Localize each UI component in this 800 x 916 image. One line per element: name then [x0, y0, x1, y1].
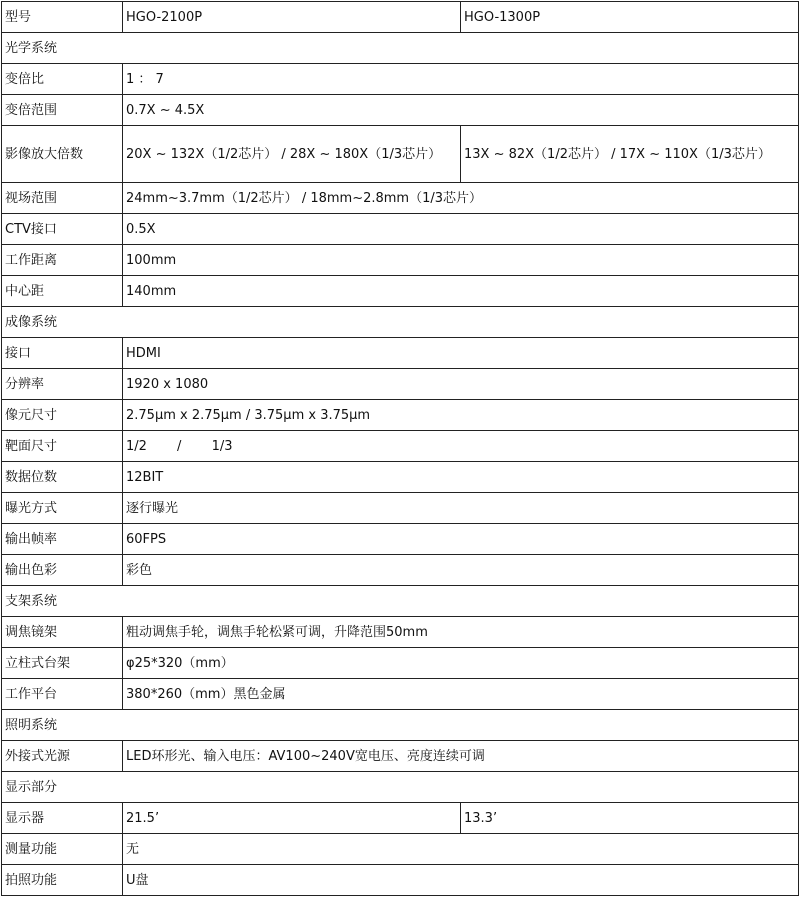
section-optical: 光学系统	[2, 33, 799, 64]
table-row	[2, 834, 799, 865]
table-row	[2, 400, 799, 431]
row-label: 工作距离	[2, 245, 123, 276]
section-row-optical	[2, 33, 799, 64]
row-label: CTV接口	[2, 214, 123, 245]
row-value: 1920 x 1080	[123, 369, 799, 400]
table-row	[2, 214, 799, 245]
row-label: 调焦镜架	[2, 617, 123, 648]
model-label: 型号	[2, 2, 123, 33]
row-label: 变倍范围	[2, 95, 123, 126]
row-label: 接口	[2, 338, 123, 369]
row-value: φ25*320（mm）	[123, 648, 799, 679]
table-row	[2, 183, 799, 214]
row-label: 影像放大倍数	[2, 126, 123, 183]
model-a: HGO-2100P	[123, 2, 461, 33]
row-label: 立柱式台架	[2, 648, 123, 679]
row-value-a: 20X ~ 132X（1/2芯片） / 28X ~ 180X（1/3芯片）	[123, 126, 461, 183]
section-imaging: 成像系统	[2, 307, 799, 338]
table-row-model	[2, 2, 799, 33]
model-b: HGO-1300P	[461, 2, 799, 33]
table-row	[2, 462, 799, 493]
row-label: 靶面尺寸	[2, 431, 123, 462]
row-value: U盘	[123, 865, 799, 896]
spec-table	[1, 1, 799, 896]
table-row	[2, 555, 799, 586]
section-row-display	[2, 772, 799, 803]
row-value: HDMI	[123, 338, 799, 369]
row-value: 12BIT	[123, 462, 799, 493]
row-label: 曝光方式	[2, 493, 123, 524]
row-value: 0.7X ~ 4.5X	[123, 95, 799, 126]
table-row	[2, 431, 799, 462]
row-value: 24mm~3.7mm（1/2芯片） / 18mm~2.8mm（1/3芯片）	[123, 183, 799, 214]
table-row	[2, 95, 799, 126]
table-row	[2, 648, 799, 679]
table-row	[2, 64, 799, 95]
row-value: 100mm	[123, 245, 799, 276]
row-value: 1 ： 7	[123, 64, 799, 95]
table-row	[2, 245, 799, 276]
section-row-stand	[2, 586, 799, 617]
row-value: 140mm	[123, 276, 799, 307]
table-row	[2, 617, 799, 648]
row-value: 彩色	[123, 555, 799, 586]
row-value: 无	[123, 834, 799, 865]
row-value-a: 21.5’	[123, 803, 461, 834]
section-display: 显示部分	[2, 772, 799, 803]
table-row	[2, 741, 799, 772]
table-row	[2, 524, 799, 555]
row-label: 数据位数	[2, 462, 123, 493]
table-row	[2, 369, 799, 400]
row-label: 外接式光源	[2, 741, 123, 772]
row-label: 变倍比	[2, 64, 123, 95]
table-row	[2, 276, 799, 307]
row-value-b: 13X ~ 82X（1/2芯片） / 17X ~ 110X（1/3芯片）	[461, 126, 799, 183]
table-row	[2, 493, 799, 524]
row-value: LED环形光、输入电压：AV100~240V宽电压、亮度连续可调	[123, 741, 799, 772]
row-label: 显示器	[2, 803, 123, 834]
row-label: 拍照功能	[2, 865, 123, 896]
row-value: 60FPS	[123, 524, 799, 555]
table-row	[2, 865, 799, 896]
section-row-lighting	[2, 710, 799, 741]
row-label: 测量功能	[2, 834, 123, 865]
row-label: 输出帧率	[2, 524, 123, 555]
row-value: 1/2 / 1/3	[123, 431, 799, 462]
section-stand: 支架系统	[2, 586, 799, 617]
row-value: 2.75μm x 2.75μm / 3.75μm x 3.75μm	[123, 400, 799, 431]
row-label: 分辨率	[2, 369, 123, 400]
row-value: 0.5X	[123, 214, 799, 245]
table-row	[2, 338, 799, 369]
table-row	[2, 679, 799, 710]
table-row	[2, 126, 799, 183]
section-row-imaging	[2, 307, 799, 338]
row-value: 380*260（mm）黑色金属	[123, 679, 799, 710]
table-row	[2, 803, 799, 834]
row-label: 输出色彩	[2, 555, 123, 586]
row-label: 像元尺寸	[2, 400, 123, 431]
row-label: 中心距	[2, 276, 123, 307]
row-value: 逐行曝光	[123, 493, 799, 524]
row-label: 视场范围	[2, 183, 123, 214]
row-value-b: 13.3’	[461, 803, 799, 834]
section-lighting: 照明系统	[2, 710, 799, 741]
row-label: 工作平台	[2, 679, 123, 710]
row-value: 粗动调焦手轮，调焦手轮松紧可调，升降范围50mm	[123, 617, 799, 648]
